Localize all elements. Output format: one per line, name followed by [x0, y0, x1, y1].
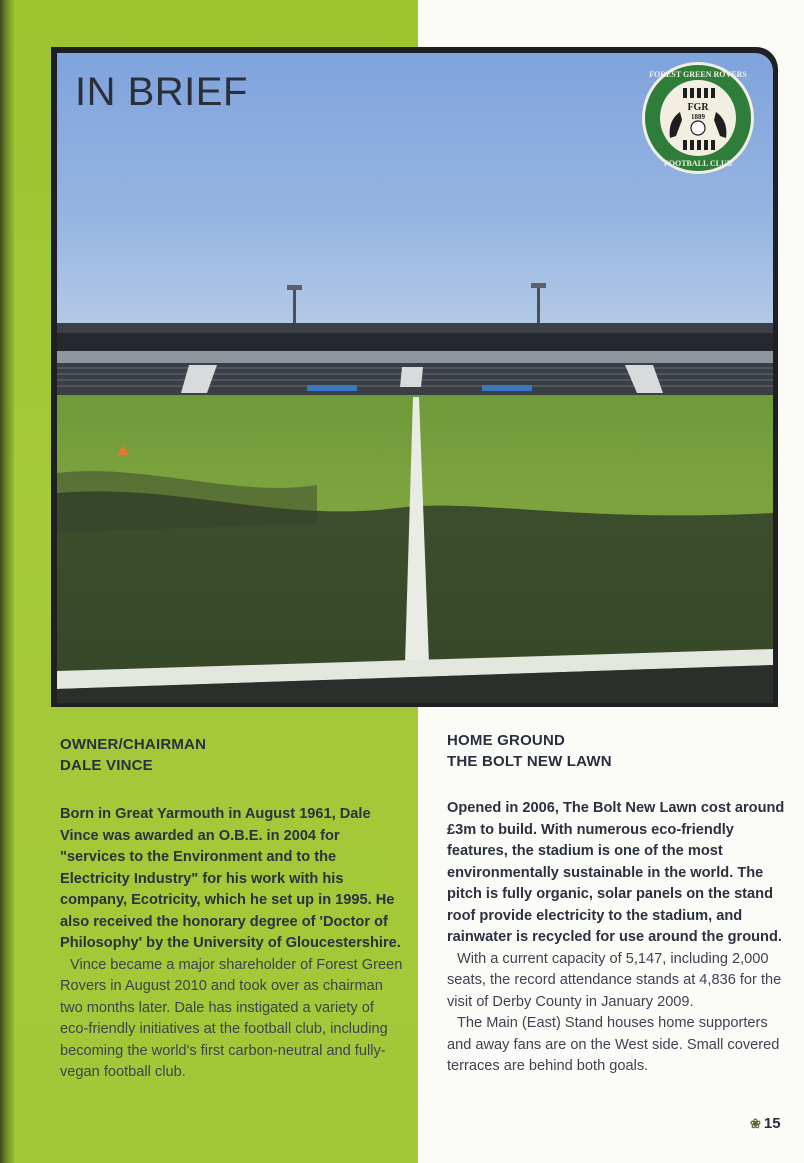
football-icon: [691, 121, 705, 135]
crest-ring-top: FOREST GREEN ROVERS: [649, 70, 747, 79]
ground-name-heading: THE BOLT NEW LAWN: [447, 753, 612, 770]
page-number: 15: [763, 1115, 781, 1132]
ground-stands: The Main (East) Stand houses home supporters and away fans are on the West side. Small covered terraces are behind both goals.: [447, 1015, 780, 1074]
ground-section: [447, 730, 787, 1078]
crest-year: 1889: [691, 113, 705, 121]
page-title: IN BRIEF: [75, 70, 248, 114]
page-binding-shadow: [0, 0, 14, 1163]
owner-name-heading: DALE VINCE: [60, 757, 153, 774]
owner-body: Vince became a major shareholder of Forest Green Rovers in August 2010 and took over as chairman two months later. Dale has instigated a variety of eco-friendly initiatives at the football club, including becoming the world's first carbon-neutral and fully-vegan football club.: [60, 956, 403, 1080]
crest-ring-bottom: FOOTBALL CLUB: [663, 159, 733, 168]
club-crest: [640, 60, 756, 176]
ground-heading: HOME GROUND: [447, 732, 566, 749]
ground-intro: Opened in 2006, The Bolt New Lawn cost around £3m to build. With numerous eco-friendly features, the stadium is one of the most environmentally sustainable in the world. The pitch is fully organic, solar panels on the stand roof provide electricity to the stadium, and rainwater is recycled for use around the ground.: [447, 800, 785, 945]
owner-section: [60, 734, 405, 1084]
owner-intro: Born in Great Yarmouth in August 1961, Dale Vince was awarded an O.B.E. in 2004 for "services to the Environment and to the Electricity Industry" for his work with his company, Ecotricity, which he set up in 1995. He also received the honorary degree of 'Doctor of Philosophy' by the University of Gloucestershire.: [60, 806, 401, 951]
ground-capacity: With a current capacity of 5,147, including 2,000 seats, the record attendance stands at 4,836 for the visit of Derby County in January 2009.: [447, 950, 782, 1010]
crest-initials: FGR: [687, 102, 709, 113]
page-footer: [750, 1115, 781, 1132]
club-crest-icon: [640, 60, 756, 176]
owner-heading: OWNER/CHAIRMAN: [60, 736, 207, 753]
fgr-mark-icon: ❀: [750, 1116, 761, 1131]
